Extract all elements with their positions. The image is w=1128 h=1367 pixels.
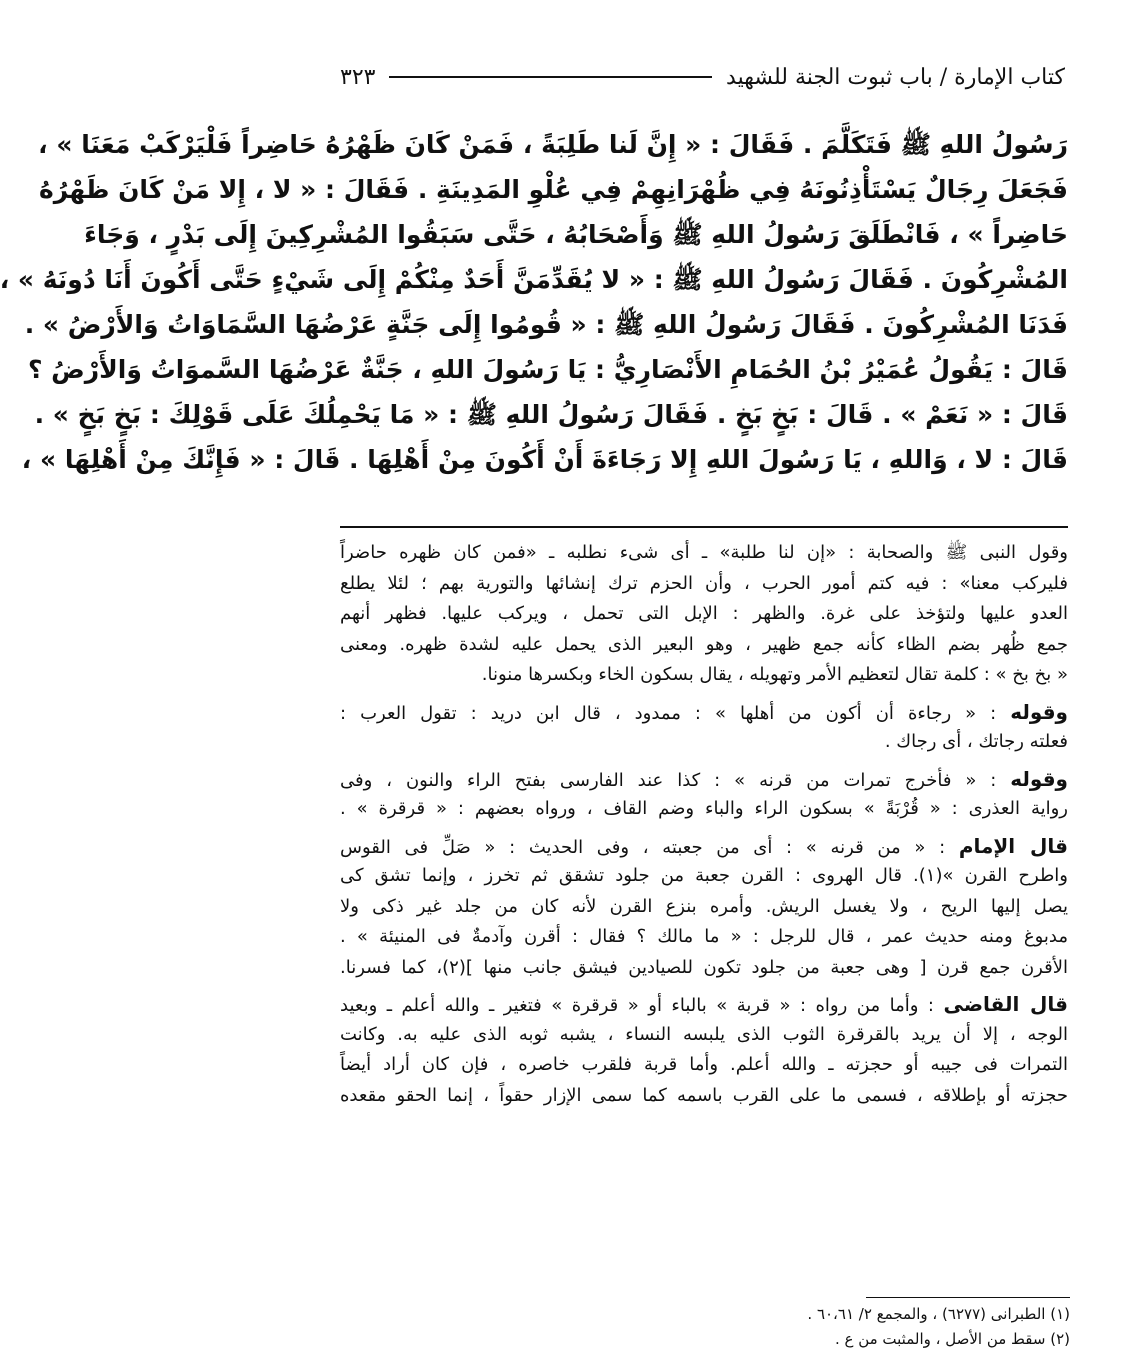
hadith-line: حَاضِراً » ، فَانْطَلَقَ رَسُولُ اللهِ ﷺ وَأَصْحَابُهُ ، حَتَّى سَبَقُوا المُشْرِكِينَ إِلَى بَدْرٍ ، وَجَاءَ bbox=[84, 220, 1068, 249]
hadith-line: فَدَنَا المُشْرِكُونَ . فَقَالَ رَسُولُ اللهِ ﷺ : « قُومُوا إِلَى جَنَّةٍ عَرْضُهَا السَّمَاوَاتُ وَالأَرْضُ » . bbox=[24, 310, 1068, 339]
commentary-text: : وأما من رواه : « قربة » بالباء أو « قرقرة » فتغير ـ والله أعلم ـ وبعيد bbox=[340, 995, 944, 1016]
hadith-line: قَالَ : يَقُولُ عُمَيْرُ بْنُ الحُمَامِ الأَنْصَارِيُّ : يَا رَسُولَ اللهِ ، جَنَّةٌ عَرْضُهَا السَّموَاتُ وَالأَرْضُ ؟ bbox=[27, 355, 1068, 384]
hadith-line: قَالَ : « نَعَمْ » . قَالَ : بَخٍ بَخٍ . فَقَالَ رَسُولُ اللهِ ﷺ : « مَا يَحْمِلُكَ عَلَى قَوْلِكَ : بَخٍ بَخٍ » . bbox=[34, 400, 1068, 429]
page-number: ٣٢٣ bbox=[340, 64, 376, 90]
commentary-line: « بخ بخ » : كلمة تقال لتعظيم الأمر وتهويله ، يقال بسكون الخاء وبكسرها منونا. bbox=[481, 664, 1068, 685]
commentary-paragraph bbox=[340, 538, 1068, 691]
commentary-paragraph bbox=[340, 989, 1068, 1111]
commentary-line: مدبوغ ومنه حديث عمر ، قال للرجل : « ما مالك ؟ فقال : أقرن وآدمةٌ فى المنيئة » . bbox=[340, 926, 1068, 947]
running-header bbox=[340, 60, 1065, 94]
hadith-line: رَسُولُ اللهِ ﷺ فَتَكَلَّمَ . فَقَالَ : « إِنَّ لَنا طَلِبَةً ، فَمَنْ كَانَ ظَهْرُهُ حَاضِراً فَلْيَرْكَبْ مَعَنَا » ، bbox=[38, 130, 1068, 159]
footnote: (١) الطبرانى (٦٢٧٧) ، والمجمع ٢/ ٦٠،٦١ . bbox=[807, 1305, 1070, 1323]
paragraph-lead: قال الإمام bbox=[958, 833, 1068, 858]
footnote: (٢) سقط من الأصل ، والمثبت من ع . bbox=[834, 1330, 1070, 1348]
commentary-text: : « من قرنه » : أى من جعبته ، وفى الحديث : « صَلِّ فى القوس bbox=[340, 836, 959, 858]
section-divider bbox=[340, 526, 1068, 528]
commentary-line: جمع ظُهر بضم الظاء كأنه جمع ظهير ، وهو البعير الذى يحمل عليه لشدة ظهره. ومعنى bbox=[340, 633, 1068, 655]
paragraph-lead: وقوله bbox=[1010, 699, 1068, 724]
commentary-paragraph bbox=[340, 831, 1068, 984]
hadith-line: فَجَعَلَ رِجَالٌ يَسْتَأْذِنُونَهُ فِي ظُهْرَانِهِمْ فِي عُلْوِ المَدِينَةِ . فَقَالَ : « لا ، إِلا مَنْ كَانَ ظَهْرُهُ bbox=[39, 175, 1068, 204]
commentary-line bbox=[340, 764, 1068, 795]
footnote-divider bbox=[866, 1297, 1070, 1298]
commentary-line: التمرات فى جيبه أو حجزته ـ والله أعلم. وأما قربة فلقرب خاصره ، فإن كان أراد أيضاً bbox=[340, 1054, 1068, 1075]
commentary-line: فليركب معنا» : فيه كتم أمور الحرب ، وأن الحزم ترك إنشائها والتورية بهم ؛ لئلا يطلع bbox=[340, 572, 1068, 594]
commentary-text: : « فأخرج تمرات من قرنه » : كذا عند الفارسى بفتح الراء والنون ، وفى bbox=[340, 769, 1011, 791]
hadith-line: المُشْرِكُونَ . فَقَالَ رَسُولُ اللهِ ﷺ : « لا يُقَدِّمَنَّ أَحَدٌ مِنْكُمْ إِلَى شَيْءٍ حَتَّى أَكُونَ أَنَا دُونَهُ » ، bbox=[0, 265, 1068, 294]
commentary-paragraph bbox=[340, 764, 1068, 825]
commentary-paragraph bbox=[340, 697, 1068, 758]
commentary-line: فعلته رجاتك ، أى رجاك . bbox=[884, 731, 1068, 752]
commentary-line: واطرح القرن »(١). قال الهروى : القرن جعبة من جلود تشقق ثم تخرز ، وإنما تشق كى bbox=[340, 865, 1068, 886]
commentary-line: العدو عليها ولتؤخذ على غرة. والظهر : الإبل التى تحمل ، ويركب عليها. فظهر أنهم bbox=[340, 603, 1068, 624]
commentary-line bbox=[340, 989, 1068, 1020]
commentary-line: وقول النبى ﷺ والصحابة : «إن لنا طلبة» ـ أى شىء نطلبه ـ «فمن كان ظهره حاضراً bbox=[340, 542, 1068, 563]
header-rule bbox=[389, 76, 712, 78]
commentary-line: يصل إليها الريح ، ولا يغسل الريش. وأمره بنزع القرن لأنه كان من جلد غير ذكى ولا bbox=[340, 895, 1068, 917]
paragraph-lead: قال القاضى bbox=[943, 992, 1068, 1016]
hadith-text bbox=[0, 122, 1068, 482]
commentary-line: حجزته أو بإطلاقه ، فسمى ما على القرب باسمه كما سمى الإزار حقواً ، إنما الحقو مقعده bbox=[340, 1084, 1068, 1106]
hadith-line: قَالَ : لا ، وَاللهِ ، يَا رَسُولَ اللهِ إِلا رَجَاءَةَ أَنْ أَكُونَ مِنْ أَهْلِهَا . قَالَ : « فَإِنَّكَ مِنْ أَهْلِهَا » ، bbox=[21, 445, 1068, 474]
commentary-line bbox=[340, 831, 1068, 862]
chapter-title: كتاب الإمارة / باب ثبوت الجنة للشهيد bbox=[726, 64, 1065, 90]
paragraph-lead: وقوله bbox=[1010, 766, 1068, 791]
commentary-line: الوجه ، إلا أن يريد بالقرقرة الثوب الذى يلبسه النساء ، يشبه ثوبه الذى عليه به. وكانت bbox=[340, 1023, 1068, 1045]
commentary bbox=[340, 538, 1068, 1117]
commentary-line: الأقرن جمع قرن [ وهى جعبة من جلود تكون للصيادين فيشق جانب منها ](٢)، كما فسرنا. bbox=[340, 956, 1068, 978]
commentary-line: رواية العذرى : « قُرْبَةً » بسكون الراء والباء وضم القاف ، ورواه بعضهم : « قرقرة » . bbox=[340, 798, 1068, 819]
commentary-text: : « رجاءة أن أكون من أهلها » : ممدود ، قال ابن دريد : تقول العرب : bbox=[340, 702, 1011, 724]
commentary-line bbox=[340, 697, 1068, 728]
